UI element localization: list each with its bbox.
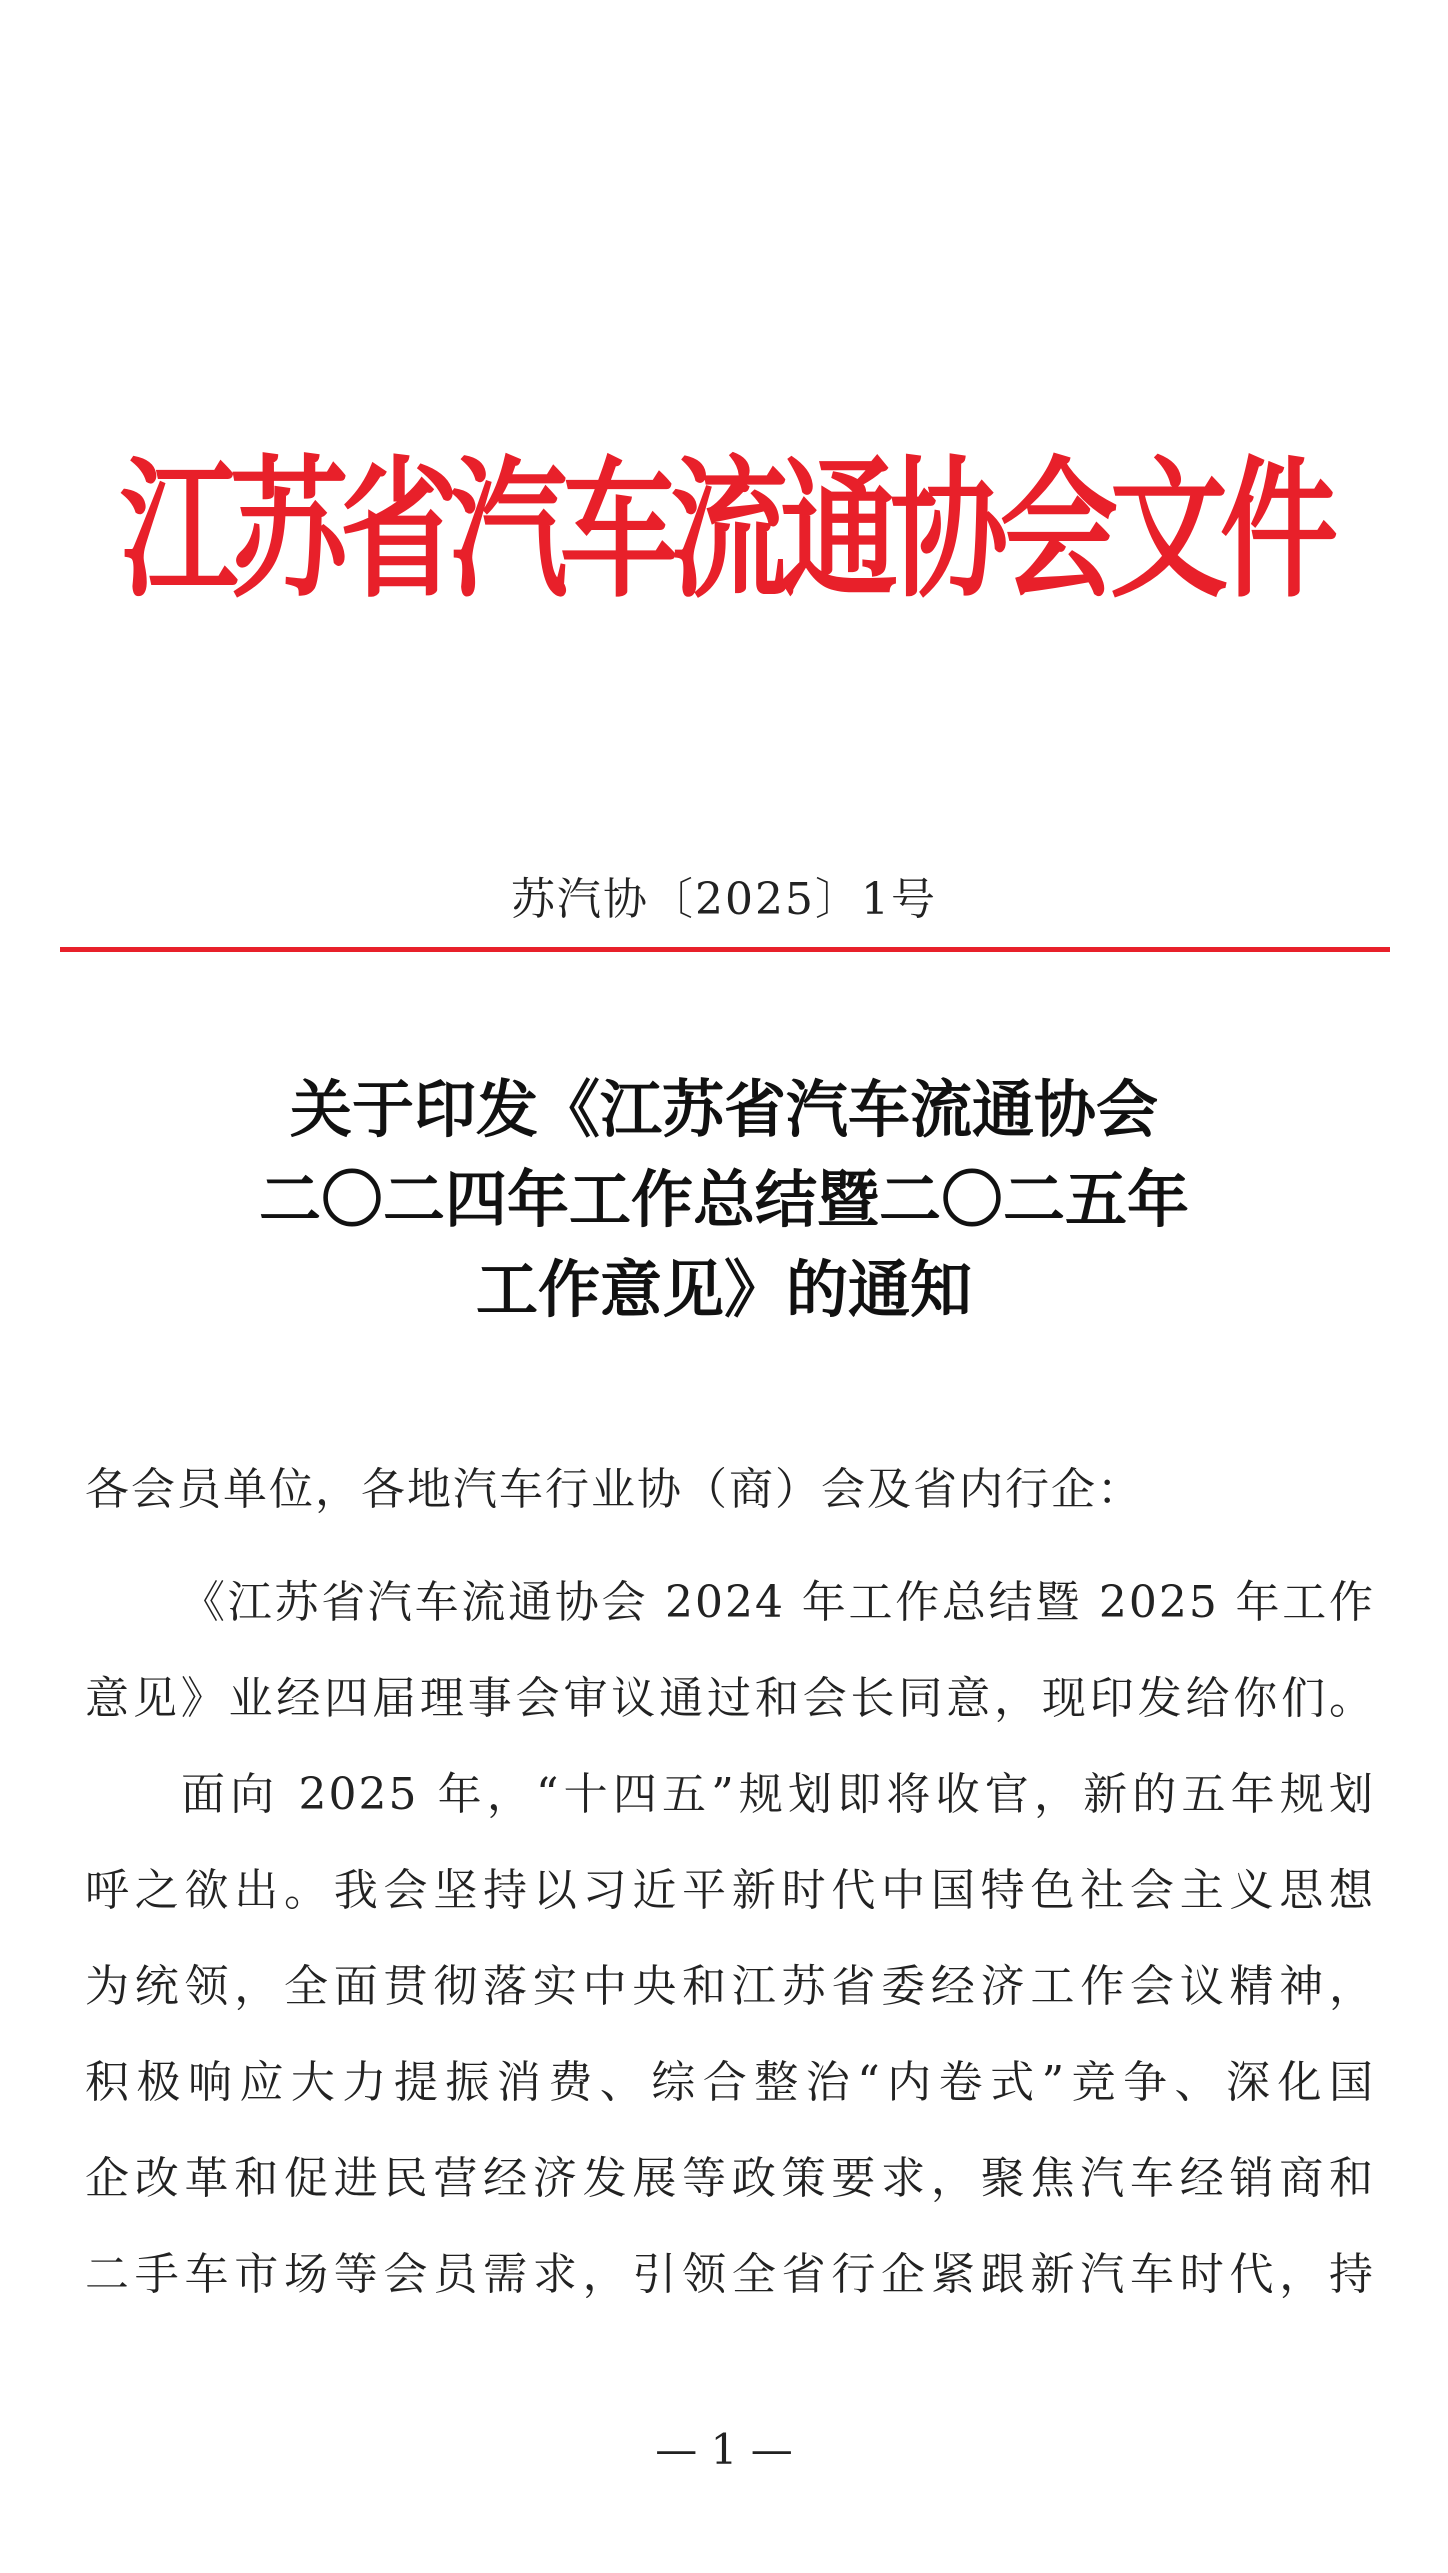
salutation: 各会员单位，各地汽车行业协（商）会及省内行企： [85, 1464, 1143, 1515]
body-paragraphs [85, 1555, 1375, 2323]
paragraph-1 [85, 1555, 1375, 1747]
notice-title [100, 1065, 1348, 1335]
title-line-2: 二〇二四年工作总结暨二〇二五年 [258, 1163, 1189, 1236]
title-line-3: 工作意见》的通知 [475, 1253, 972, 1326]
red-divider-line [60, 947, 1390, 952]
paragraph-line: 二手车市场等会员需求，引领全省行企紧跟新汽车时代，持 [85, 2249, 1375, 2300]
paragraph-2 [85, 1747, 1375, 2323]
paragraph-line: 企改革和促进民营经济发展等政策要求，聚焦汽车经销商和 [85, 2153, 1375, 2204]
paragraph-line: 《江苏省汽车流通协会 2024 年工作总结暨 2025 年工作 [181, 1577, 1375, 1628]
document-number: 苏汽协〔2025〕1号 [511, 874, 937, 925]
paragraph-line: 意见》业经四届理事会审议通过和会长同意，现印发给你们。 [85, 1673, 1375, 1724]
paragraph-line: 为统领，全面贯彻落实中央和江苏省委经济工作会议精神， [85, 1961, 1375, 2012]
page-number: — 1 — [655, 2425, 793, 2474]
title-line-1: 关于印发《江苏省汽车流通协会 [289, 1073, 1158, 1146]
paragraph-line: 呼之欲出。我会坚持以习近平新时代中国特色社会主义思想 [85, 1865, 1375, 1916]
paragraph-line: 积极响应大力提振消费、综合整治“内卷式”竞争、深化国 [85, 2057, 1375, 2108]
paragraph-line: 面向 2025 年，“十四五”规划即将收官，新的五年规划 [181, 1769, 1375, 1820]
masthead-title: 江苏省汽车流通协会文件 [119, 440, 1330, 619]
